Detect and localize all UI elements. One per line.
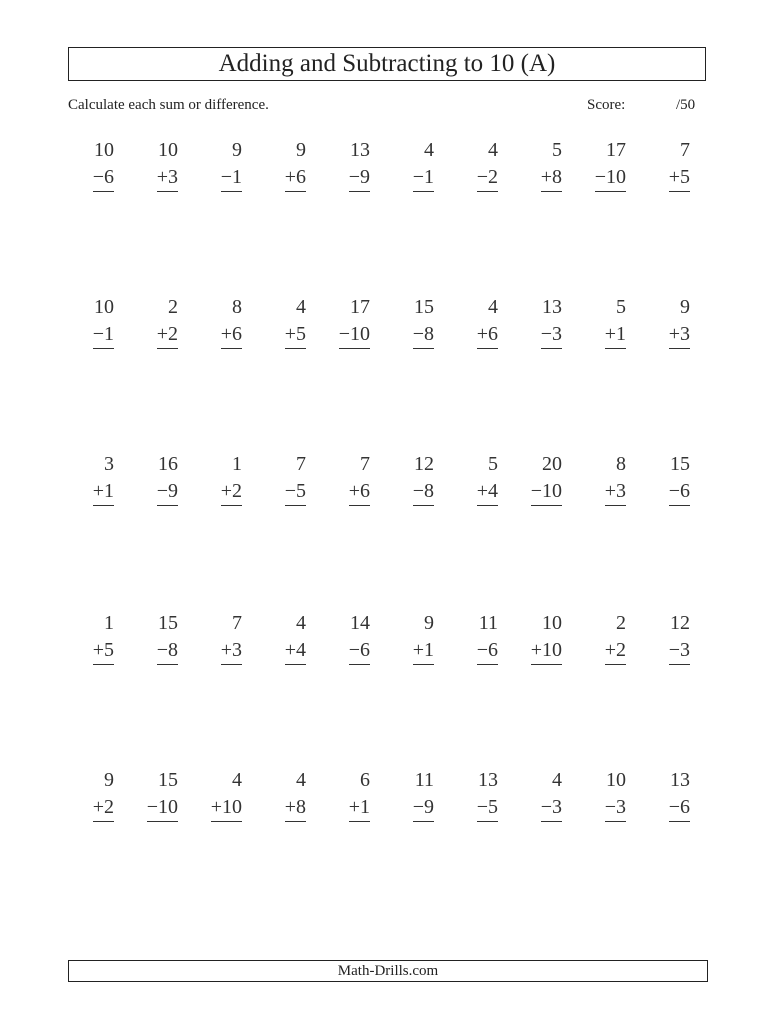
problem-operand: +5 <box>93 637 114 665</box>
problem-bottom-row <box>456 637 502 665</box>
problem-operand: +1 <box>349 794 370 822</box>
problem-operand: −6 <box>669 794 690 822</box>
problem-operand: +4 <box>477 478 498 506</box>
problem-operand: +2 <box>605 637 626 665</box>
problem-operand: +3 <box>605 478 626 506</box>
problem-bottom-row <box>264 794 310 822</box>
problem-bottom-row <box>200 637 246 665</box>
problem-top-number: 10 <box>542 612 562 634</box>
problem-bottom-row <box>456 321 502 349</box>
problem-top-number: 4 <box>296 296 306 318</box>
problem-item <box>584 136 630 192</box>
problem-operand: −8 <box>413 478 434 506</box>
problem-item <box>136 136 182 192</box>
score-max: /50 <box>676 97 696 113</box>
problem-top-number: 1 <box>104 612 114 634</box>
problem-bottom-row <box>136 794 182 822</box>
problem-operand: −6 <box>93 164 114 192</box>
problem-item <box>328 450 374 506</box>
problem-bottom-row <box>392 164 438 192</box>
problem-bottom-row <box>72 637 118 665</box>
problem-top-number: 4 <box>424 139 434 161</box>
problem-bottom-row <box>136 637 182 665</box>
problem-bottom-row <box>264 164 310 192</box>
problem-item <box>72 609 118 665</box>
problem-operand: −1 <box>413 164 434 192</box>
problem-top-number: 8 <box>616 453 626 475</box>
problem-top-number: 16 <box>158 453 178 475</box>
problem-top-number: 4 <box>296 769 306 791</box>
problem-top-number: 7 <box>296 453 306 475</box>
problem-bottom-row <box>328 794 374 822</box>
problem-operand: −5 <box>285 478 306 506</box>
problem-row <box>72 450 692 510</box>
problem-top-number: 4 <box>232 769 242 791</box>
problem-operand: +10 <box>531 637 562 665</box>
problem-operand: +6 <box>349 478 370 506</box>
problem-operand: +8 <box>541 164 562 192</box>
problem-bottom-row <box>72 794 118 822</box>
problem-operand: −2 <box>477 164 498 192</box>
problem-item <box>264 766 310 822</box>
problem-top-number: 4 <box>296 612 306 634</box>
problem-item <box>520 450 566 506</box>
problem-top-number: 10 <box>158 139 178 161</box>
problem-bottom-row <box>200 478 246 506</box>
problem-top-number: 1 <box>232 453 242 475</box>
problem-item <box>72 136 118 192</box>
problem-bottom-row <box>584 794 630 822</box>
problem-top-number: 7 <box>360 453 370 475</box>
problem-item <box>200 766 246 822</box>
problem-item <box>392 450 438 506</box>
problem-bottom-row <box>72 478 118 506</box>
problem-item <box>456 450 502 506</box>
problem-top-number: 13 <box>542 296 562 318</box>
problem-bottom-row <box>584 164 630 192</box>
problem-top-number: 7 <box>680 139 690 161</box>
problem-bottom-row <box>584 478 630 506</box>
problem-bottom-row <box>584 321 630 349</box>
problem-item <box>200 450 246 506</box>
problem-operand: −3 <box>541 321 562 349</box>
problem-top-number: 4 <box>488 296 498 318</box>
problem-top-number: 3 <box>104 453 114 475</box>
footer-credit: Math-Drills.com <box>68 960 708 982</box>
problem-bottom-row <box>328 637 374 665</box>
problem-bottom-row <box>456 164 502 192</box>
problem-operand: −1 <box>93 321 114 349</box>
problem-top-number: 13 <box>670 769 690 791</box>
problem-bottom-row <box>136 321 182 349</box>
worksheet-title: Adding and Subtracting to 10 (A) <box>68 47 706 81</box>
problem-top-number: 12 <box>670 612 690 634</box>
problem-operand: −10 <box>531 478 562 506</box>
problem-top-number: 10 <box>94 296 114 318</box>
problem-bottom-row <box>648 637 694 665</box>
problem-item <box>200 609 246 665</box>
problem-item <box>648 293 694 349</box>
problem-top-number: 15 <box>158 612 178 634</box>
problem-bottom-row <box>648 164 694 192</box>
problem-item <box>648 609 694 665</box>
problem-bottom-row <box>520 794 566 822</box>
problem-operand: +6 <box>477 321 498 349</box>
problem-bottom-row <box>648 321 694 349</box>
problem-bottom-row <box>456 794 502 822</box>
problem-operand: +3 <box>221 637 242 665</box>
problem-item <box>136 293 182 349</box>
problem-bottom-row <box>392 478 438 506</box>
problem-operand: −8 <box>413 321 434 349</box>
problem-top-number: 8 <box>232 296 242 318</box>
problem-item <box>264 136 310 192</box>
score-label: Score: <box>587 97 626 113</box>
problem-item <box>72 293 118 349</box>
problem-row <box>72 293 692 353</box>
problem-bottom-row <box>136 164 182 192</box>
problem-operand: −8 <box>157 637 178 665</box>
problem-top-number: 15 <box>670 453 690 475</box>
problem-bottom-row <box>200 164 246 192</box>
problem-operand: +8 <box>285 794 306 822</box>
problem-item <box>456 609 502 665</box>
problem-top-number: 7 <box>232 612 242 634</box>
problem-item <box>136 450 182 506</box>
problem-item <box>520 609 566 665</box>
problem-operand: +4 <box>285 637 306 665</box>
problem-item <box>392 609 438 665</box>
problem-bottom-row <box>264 637 310 665</box>
problem-bottom-row <box>328 164 374 192</box>
problem-operand: +6 <box>285 164 306 192</box>
problem-top-number: 12 <box>414 453 434 475</box>
problem-operand: +1 <box>605 321 626 349</box>
problem-top-number: 11 <box>414 769 434 791</box>
problem-bottom-row <box>264 478 310 506</box>
problem-bottom-row <box>264 321 310 349</box>
problem-bottom-row <box>520 321 566 349</box>
problem-top-number: 14 <box>350 612 370 634</box>
problem-top-number: 5 <box>552 139 562 161</box>
problem-operand: +2 <box>93 794 114 822</box>
problem-operand: −3 <box>541 794 562 822</box>
problem-top-number: 9 <box>232 139 242 161</box>
problem-top-number: 5 <box>616 296 626 318</box>
problem-top-number: 13 <box>478 769 498 791</box>
problem-item <box>392 136 438 192</box>
problem-row <box>72 766 692 826</box>
problem-item <box>648 766 694 822</box>
problem-top-number: 9 <box>104 769 114 791</box>
problem-top-number: 15 <box>158 769 178 791</box>
instructions-text: Calculate each sum or difference. <box>68 97 269 113</box>
problem-item <box>328 136 374 192</box>
problem-operand: −9 <box>349 164 370 192</box>
problem-operand: −9 <box>157 478 178 506</box>
problem-bottom-row <box>200 794 246 822</box>
problem-bottom-row <box>584 637 630 665</box>
problem-top-number: 9 <box>424 612 434 634</box>
problem-operand: −3 <box>669 637 690 665</box>
problem-top-number: 17 <box>350 296 370 318</box>
problem-top-number: 9 <box>296 139 306 161</box>
problem-bottom-row <box>648 794 694 822</box>
problem-operand: +1 <box>413 637 434 665</box>
problem-bottom-row <box>392 321 438 349</box>
problem-item <box>136 609 182 665</box>
problem-operand: −10 <box>147 794 178 822</box>
problem-bottom-row <box>648 478 694 506</box>
problem-top-number: 2 <box>168 296 178 318</box>
problem-top-number: 13 <box>350 139 370 161</box>
problem-operand: −5 <box>477 794 498 822</box>
problem-bottom-row <box>328 321 374 349</box>
problem-item <box>648 136 694 192</box>
problem-bottom-row <box>520 164 566 192</box>
problem-item <box>392 293 438 349</box>
problem-operand: +6 <box>221 321 242 349</box>
problem-top-number: 10 <box>606 769 626 791</box>
problem-bottom-row <box>392 637 438 665</box>
problem-bottom-row <box>72 164 118 192</box>
problem-bottom-row <box>200 321 246 349</box>
problem-item <box>136 766 182 822</box>
problem-top-number: 11 <box>478 612 498 634</box>
problem-top-number: 20 <box>542 453 562 475</box>
problem-operand: −9 <box>413 794 434 822</box>
problem-bottom-row <box>520 478 566 506</box>
problem-operand: −3 <box>605 794 626 822</box>
problem-operand: +5 <box>669 164 690 192</box>
problem-item <box>584 293 630 349</box>
problem-top-number: 4 <box>488 139 498 161</box>
problem-item <box>264 609 310 665</box>
problem-item <box>328 609 374 665</box>
problem-item <box>520 293 566 349</box>
problem-item <box>584 450 630 506</box>
problem-item <box>584 609 630 665</box>
problem-operand: −6 <box>349 637 370 665</box>
problem-bottom-row <box>392 794 438 822</box>
problem-item <box>328 293 374 349</box>
problem-operand: +3 <box>669 321 690 349</box>
problem-top-number: 4 <box>552 769 562 791</box>
problem-operand: −10 <box>339 321 370 349</box>
problem-item <box>392 766 438 822</box>
problem-item <box>72 450 118 506</box>
problem-operand: −10 <box>595 164 626 192</box>
problem-operand: +2 <box>157 321 178 349</box>
problem-item <box>520 136 566 192</box>
problem-bottom-row <box>136 478 182 506</box>
problem-top-number: 10 <box>94 139 114 161</box>
problem-top-number: 9 <box>680 296 690 318</box>
problem-row <box>72 609 692 669</box>
problem-operand: +3 <box>157 164 178 192</box>
problem-item <box>264 450 310 506</box>
problem-bottom-row <box>520 637 566 665</box>
problem-operand: +2 <box>221 478 242 506</box>
problem-item <box>456 136 502 192</box>
problem-operand: +1 <box>93 478 114 506</box>
problem-operand: −6 <box>669 478 690 506</box>
problem-item <box>328 766 374 822</box>
problem-bottom-row <box>328 478 374 506</box>
problem-top-number: 6 <box>360 769 370 791</box>
problem-top-number: 15 <box>414 296 434 318</box>
problem-item <box>584 766 630 822</box>
problem-operand: +10 <box>211 794 242 822</box>
problem-row <box>72 136 692 196</box>
problem-item <box>264 293 310 349</box>
problem-item <box>456 766 502 822</box>
problem-operand: +5 <box>285 321 306 349</box>
problem-item <box>200 136 246 192</box>
problem-item <box>520 766 566 822</box>
problem-bottom-row <box>456 478 502 506</box>
problem-top-number: 5 <box>488 453 498 475</box>
problem-operand: −6 <box>477 637 498 665</box>
problem-operand: −1 <box>221 164 242 192</box>
problem-item <box>72 766 118 822</box>
problem-top-number: 2 <box>616 612 626 634</box>
problem-item <box>648 450 694 506</box>
problem-bottom-row <box>72 321 118 349</box>
problem-item <box>200 293 246 349</box>
problem-top-number: 17 <box>606 139 626 161</box>
problem-item <box>456 293 502 349</box>
